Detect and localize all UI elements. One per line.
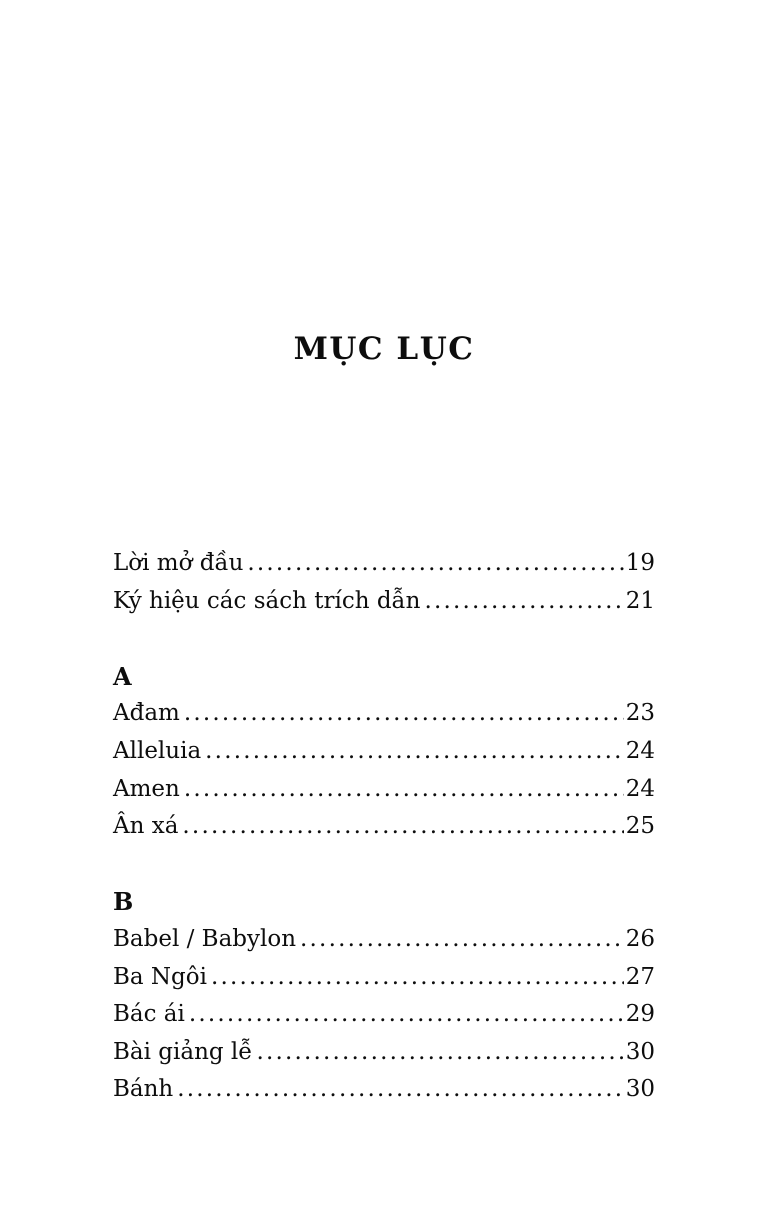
dot-leader xyxy=(189,996,624,1034)
dot-leader xyxy=(177,1071,623,1109)
dot-leader xyxy=(182,808,623,846)
toc-entry-page: 27 xyxy=(625,963,655,990)
toc-list xyxy=(113,545,655,1109)
toc-entry-page: 25 xyxy=(625,813,655,840)
toc-entry xyxy=(113,545,655,583)
dot-leader xyxy=(424,583,623,621)
toc-entry xyxy=(113,1034,655,1072)
toc-entry xyxy=(113,959,655,997)
toc-entry xyxy=(113,695,655,733)
toc-entry-label: Bác ái xyxy=(113,1001,185,1028)
toc-entry-page: 24 xyxy=(625,775,655,802)
toc-entry xyxy=(113,583,655,621)
toc-entry-label: Lời mở đầu xyxy=(113,550,244,576)
toc-entry xyxy=(113,921,655,959)
toc-entry-page: 19 xyxy=(625,550,655,576)
dot-leader xyxy=(211,959,624,997)
dot-leader xyxy=(300,921,624,959)
toc-entry-label: Ký hiệu các sách trích dẫn xyxy=(113,587,421,614)
toc-entry-page: 21 xyxy=(625,587,655,614)
dot-leader xyxy=(184,771,624,809)
toc-entry-page: 26 xyxy=(625,925,655,952)
dot-leader xyxy=(205,733,624,771)
section-letter-b: B xyxy=(113,887,134,917)
toc-entry-label: Babel / Babylon xyxy=(113,925,297,952)
toc-entry xyxy=(113,733,655,771)
toc-entry-label: Ba Ngôi xyxy=(113,963,207,990)
toc-entry xyxy=(113,808,655,846)
toc-entry xyxy=(113,996,655,1034)
toc-entry-label: Alleluia xyxy=(113,737,202,764)
toc-entry-label: Ađam xyxy=(113,700,180,727)
toc-entry-page: 24 xyxy=(625,737,655,764)
toc-entry-label: Ân xá xyxy=(113,813,179,840)
section-letter-a: A xyxy=(113,661,132,691)
toc-entry-page: 30 xyxy=(625,1076,655,1103)
dot-leader xyxy=(247,545,623,583)
dot-leader xyxy=(256,1034,623,1072)
toc-entry-label: Bánh xyxy=(113,1076,174,1103)
toc-entry-page: 29 xyxy=(625,1001,655,1028)
dot-leader xyxy=(184,695,624,733)
toc-entry-page: 23 xyxy=(625,700,655,727)
toc-entry xyxy=(113,771,655,809)
toc-entry-label: Amen xyxy=(113,775,180,802)
toc-entry xyxy=(113,1071,655,1109)
page-title: MỤC LỤC xyxy=(293,331,475,367)
toc-entry-page: 30 xyxy=(625,1038,655,1065)
toc-entry-label: Bài giảng lễ xyxy=(113,1038,253,1065)
